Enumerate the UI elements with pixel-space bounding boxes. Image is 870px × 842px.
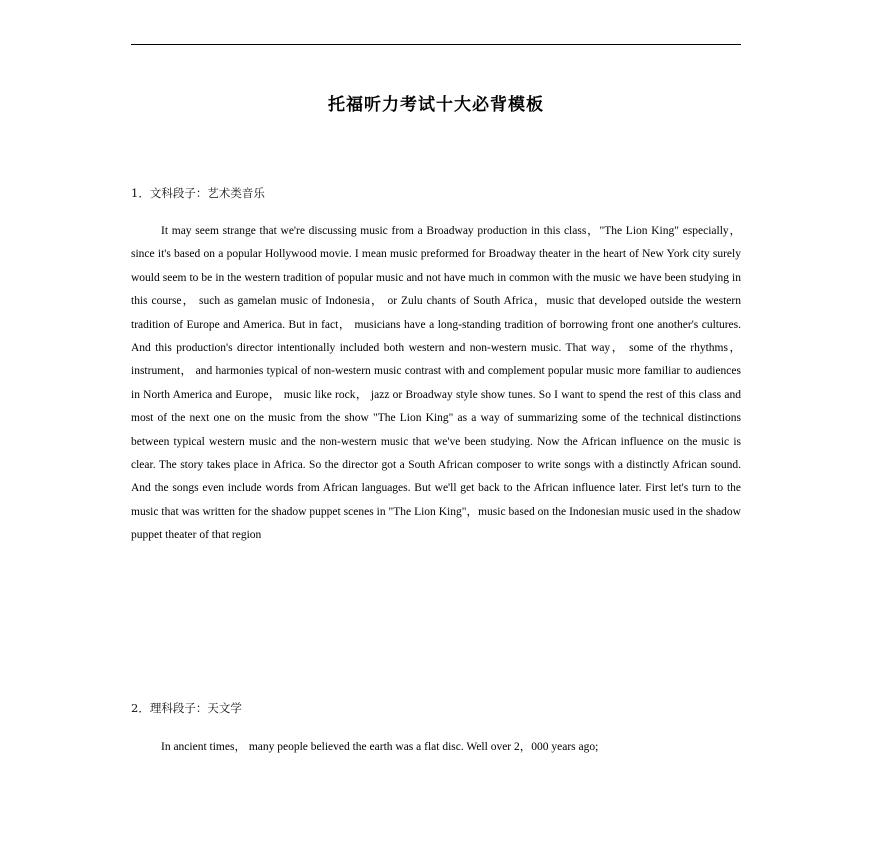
section-body-2: In ancient times， many people believed the earth was a flat disc. Well over 2，000 years ago; xyxy=(161,741,599,753)
header-rule xyxy=(131,44,741,45)
section-body-1: It may seem strange that we're discussing music from a Broadway production in this class，"The Lion King" especially， since it's based on a popular Hollywood movie. I mean music preformed for Broadway theater in the heart of New York city surely would seem to be in the western tradition of popular music and not have much in common with the music we have been studying in this course， such as gamelan music of Indonesia， or Zulu chants of South Africa，music that developed outside the western tradition of Europe and America. But in fact， musicians have a long-standing tradition of borrowing front one another's cultures. And this production's director intentionally included both western and non-western music. That way， some of the rhythms， instrument， and harmonies typical of non-western music contrast with and complement popular music more familiar to audiences in North America and Europe， music like rock， jazz or Broadway style show tunes. So I want to spend the rest of this class and most of the next one on the music from the show "The Lion King" as a way of summarizing some of the technical distinctions between typical western music and the non-western music that we've been studying. Now the African influence on the music is clear. The story takes place in Africa. So the director got a South African composer to write songs with a distinctly African sound. And the songs even include words from African languages. But we'll get back to the African influence later. First let's turn to the music that was written for the shadow puppet scenes in "The Lion King"，music based on the Indonesian music used in the shadow puppet theater of that region xyxy=(131,225,741,542)
section-heading-1: 1．文科段子：艺术类音乐 xyxy=(131,186,265,200)
section-heading-2: 2．理科段子：天文学 xyxy=(131,701,242,715)
document-title: 托福听力考试十大必背模板 xyxy=(328,95,544,115)
